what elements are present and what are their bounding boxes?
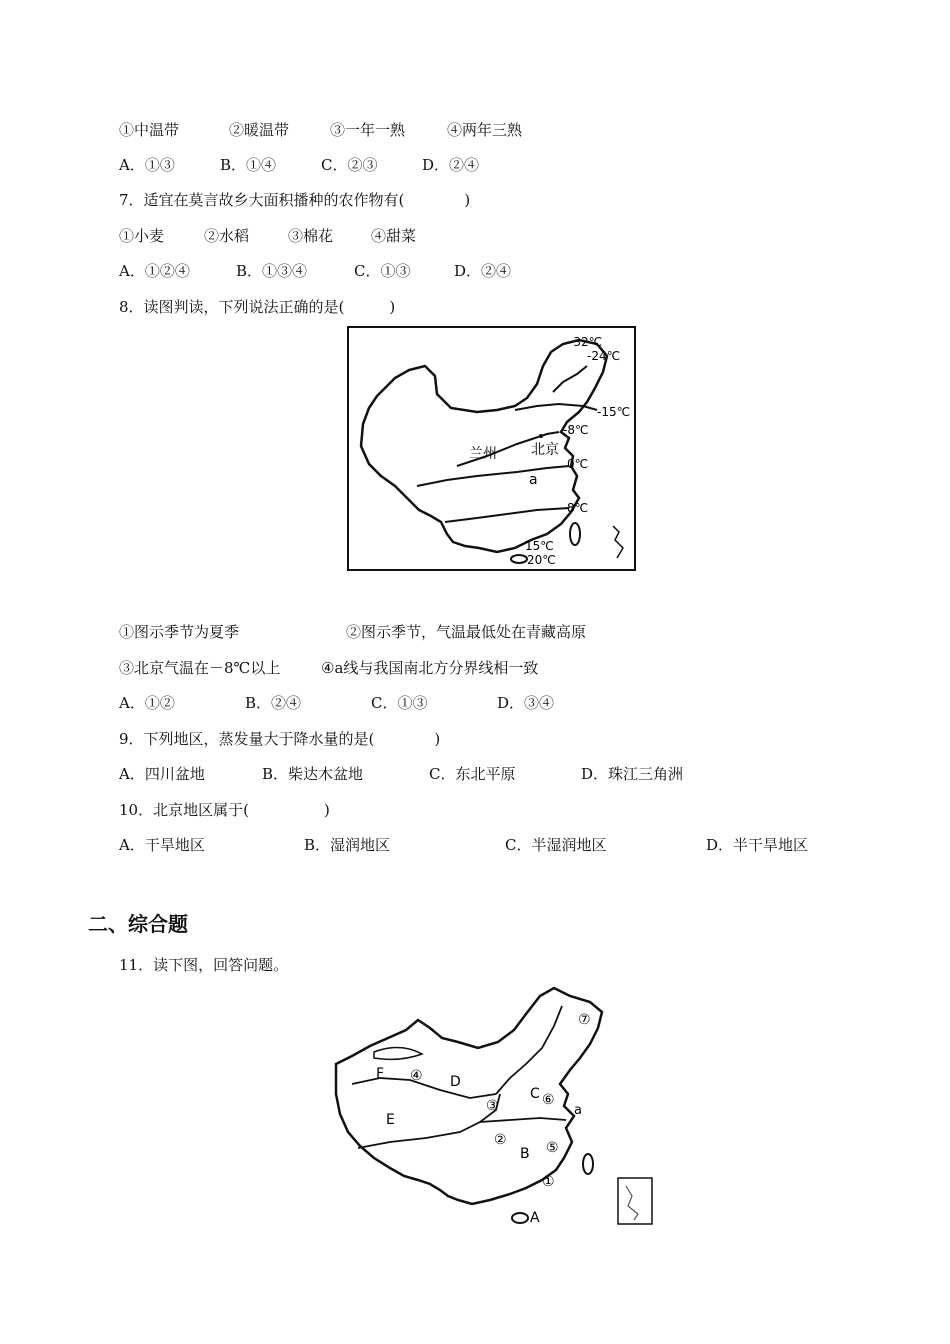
label-a: a — [574, 1103, 582, 1118]
q6-option-1: ①中温带 — [119, 121, 180, 139]
q7-stem: 7．适宜在莫言故乡大面积播种的农作物有( ) — [119, 191, 471, 209]
label-minus15: -15℃ — [597, 405, 631, 419]
q8-answer-b: B．②④ — [245, 694, 302, 712]
q6-answer-b: B．①④ — [220, 156, 277, 174]
boundary-west — [352, 1078, 496, 1098]
q10-answer-c: C．半湿润地区 — [505, 836, 607, 854]
q8-answer-d: D．③④ — [497, 694, 555, 712]
q9-answer-c: C．东北平原 — [429, 765, 516, 783]
q11-stem: 11．读下图，回答问题。 — [119, 956, 289, 974]
label-minus24: -24℃ — [587, 349, 621, 363]
label-B: B — [520, 1146, 530, 1162]
q6-answer-a: A．①③ — [119, 156, 175, 174]
label-8: 8℃ — [567, 501, 589, 515]
q7-option-4: ④甜菜 — [371, 227, 417, 245]
q9-answer-d: D．珠江三角洲 — [581, 765, 684, 783]
q8-statement-3: ③北京气温在－8℃以上 — [119, 659, 281, 677]
regions-map-svg — [330, 982, 660, 1232]
label-D: D — [450, 1074, 461, 1090]
label-circle1: ① — [542, 1174, 555, 1190]
temperature-map — [347, 326, 636, 571]
basin-outline — [374, 1047, 422, 1059]
label-minus32: -32℃ — [569, 335, 603, 349]
q7-answer-a: A．①②④ — [119, 262, 190, 280]
q6-option-2: ②暖温带 — [229, 121, 290, 139]
china-outline — [336, 988, 602, 1204]
label-beijing: 北京 — [531, 442, 559, 458]
label-circle6: ⑥ — [542, 1092, 555, 1108]
q9-answer-b: B．柴达木盆地 — [262, 765, 364, 783]
q9-stem: 9．下列地区，蒸发量大于降水量的是( ) — [119, 730, 441, 748]
label-E: E — [386, 1112, 395, 1128]
label-circle3: ③ — [486, 1098, 499, 1114]
boundary-south — [480, 1118, 566, 1122]
label-circle4: ④ — [410, 1068, 423, 1084]
south-sea-inset — [618, 1178, 652, 1224]
label-circle7: ⑦ — [578, 1012, 591, 1028]
beijing-dot — [539, 434, 543, 438]
temperature-map-svg — [347, 326, 636, 571]
label-0: 0℃ — [567, 457, 589, 471]
boundary-southwest — [358, 1094, 500, 1148]
label-circle2: ② — [494, 1132, 507, 1148]
q7-answer-d: D．②④ — [454, 262, 512, 280]
q8-answer-a: A．①② — [119, 694, 175, 712]
q9-answer-a: A．四川盆地 — [119, 765, 205, 783]
regions-map — [330, 982, 660, 1232]
label-A: A — [530, 1210, 540, 1226]
label-C: C — [530, 1086, 540, 1102]
q7-option-3: ③棉花 — [288, 227, 334, 245]
q7-answer-c: C．①③ — [354, 262, 411, 280]
label-15: 15℃ — [525, 539, 554, 553]
q6-option-4: ④两年三熟 — [447, 121, 523, 139]
q7-answer-b: B．①③④ — [236, 262, 308, 280]
q8-answer-c: C．①③ — [371, 694, 428, 712]
q10-answer-b: B．湿润地区 — [304, 836, 391, 854]
label-20: 20℃ — [527, 553, 556, 567]
q7-option-1: ①小麦 — [119, 227, 165, 245]
q6-answer-d: D．②④ — [422, 156, 480, 174]
label-a: a — [529, 472, 538, 488]
q10-stem: 10．北京地区属于( ) — [119, 801, 330, 819]
q10-answer-d: D．半干旱地区 — [706, 836, 809, 854]
hainan-island — [512, 1213, 528, 1223]
label-minus8: -8℃ — [563, 423, 589, 437]
boundary-northeast — [496, 1006, 562, 1094]
q6-option-3: ③一年一熟 — [330, 121, 406, 139]
q7-option-2: ②水稻 — [204, 227, 250, 245]
section-title: 二、综合题 — [88, 912, 188, 936]
label-lanzhou: 兰州 — [469, 446, 497, 462]
q10-answer-a: A．干旱地区 — [119, 836, 205, 854]
q8-statement-4: ④a线与我国南北方分界线相一致 — [321, 659, 539, 677]
q8-stem: 8．读图判读，下列说法正确的是( ) — [119, 298, 396, 316]
q6-answer-c: C．②③ — [321, 156, 378, 174]
taiwan-island — [583, 1154, 593, 1174]
q8-statement-2: ②图示季节，气温最低处在青藏高原 — [346, 623, 587, 641]
label-circle5: ⑤ — [546, 1140, 559, 1156]
q8-statement-1: ①图示季节为夏季 — [119, 623, 240, 641]
label-F: F — [376, 1066, 385, 1082]
